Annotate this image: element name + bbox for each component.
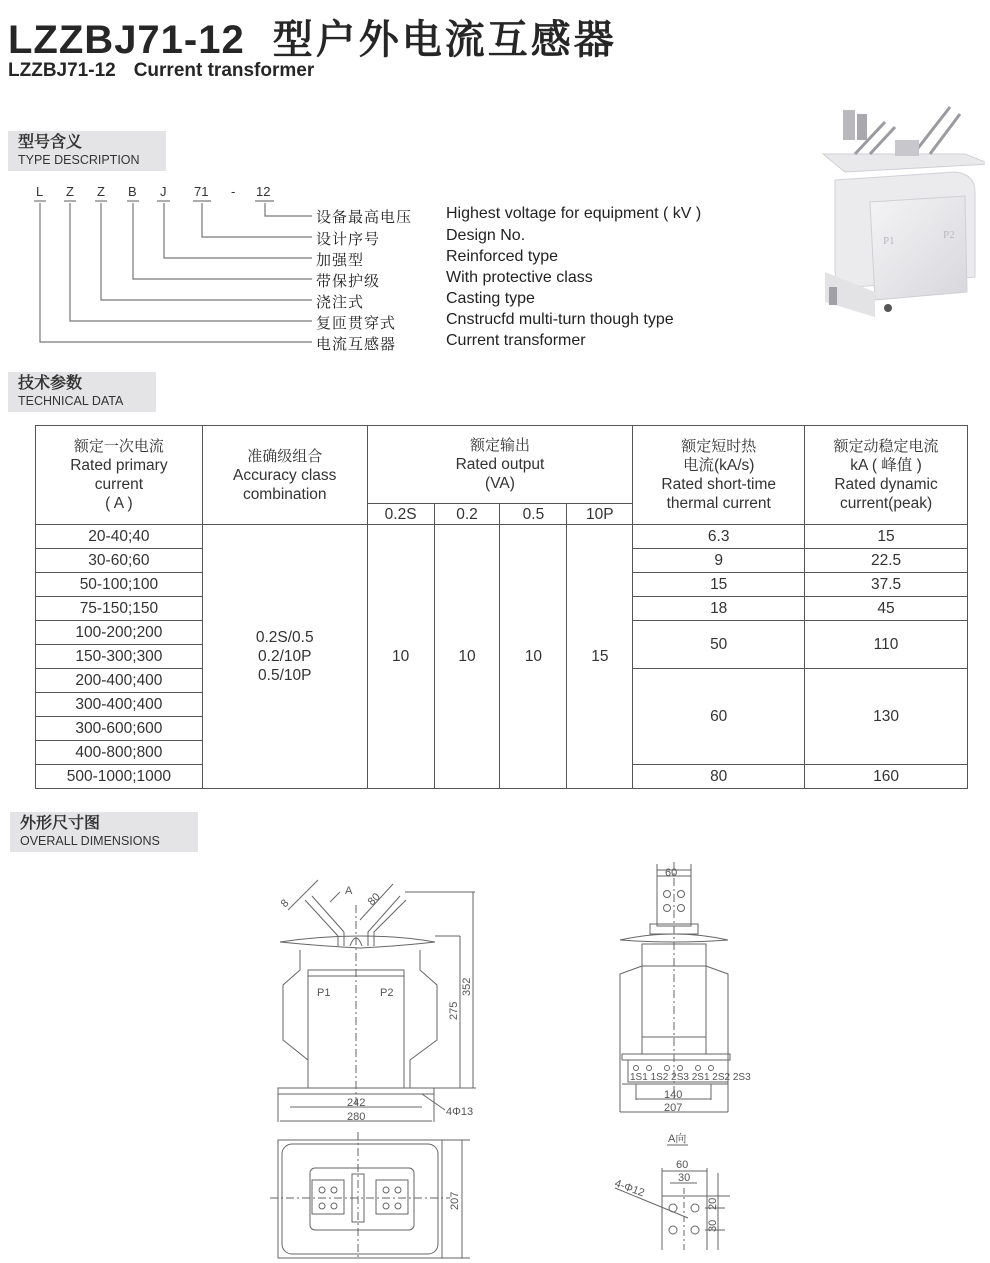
accuracy-combo: 0.5/10P: [258, 667, 312, 684]
header-unit: ( A ): [105, 495, 133, 512]
dim-280: 280: [347, 1111, 366, 1123]
accuracy-combination-cell: [202, 525, 367, 789]
dynamic-current-cell: 130: [805, 669, 968, 765]
dim-80: 80: [365, 890, 383, 909]
thermal-current-cell: 9: [633, 549, 805, 573]
header-en1: Accuracy class: [233, 466, 337, 484]
arrow-a-label: A: [345, 885, 353, 897]
side-dim-60: 60: [665, 867, 678, 879]
header-en2: current: [94, 476, 144, 493]
side-view-drawing: [600, 862, 785, 1120]
header-en1: Rated dynamic: [834, 476, 938, 493]
terminal-labels: 1S1 1S2 2S3 2S1 2S2 2S3: [630, 1072, 751, 1083]
view-a-dim-30v: 30: [707, 1219, 719, 1232]
meaning-cn-ct: 电流互感器: [316, 336, 397, 353]
dim-242: 242: [347, 1097, 366, 1109]
header-cn: 额定输出: [469, 437, 530, 454]
code-part-dash: -: [231, 184, 236, 199]
primary-current-cell: 300-400;400: [36, 693, 203, 717]
view-a-holes: 4-Φ12: [612, 1177, 647, 1200]
code-part-L: L: [36, 184, 44, 199]
dynamic-current-cell: 160: [805, 765, 968, 789]
code-part-B: B: [128, 184, 137, 199]
meaning-cn-casting: 浇注式: [316, 294, 365, 311]
thermal-current-cell: 6.3: [633, 525, 805, 549]
view-a-dim-30: 30: [678, 1172, 691, 1184]
header-cn2: kA ( 峰值 ): [850, 457, 922, 474]
photo-label-p2: P2: [943, 229, 955, 241]
primary-current-cell: 100-200;200: [36, 621, 203, 645]
code-part-Z2: Z: [97, 184, 105, 199]
meaning-en-casting: Casting type: [446, 290, 535, 307]
header-en2: combination: [242, 485, 327, 503]
output-0-2s-cell: 10: [367, 525, 434, 789]
dynamic-current-cell: 22.5: [805, 549, 968, 573]
header-unit: (VA): [485, 475, 515, 492]
meaning-en-multiturn: Cnstrucfd multi-turn though type: [446, 311, 674, 328]
header-en: Rated output: [455, 456, 545, 473]
dynamic-current-cell: 45: [805, 597, 968, 621]
header-en1: Rated short-time: [661, 476, 776, 493]
subtitle-model: LZZBJ71-12: [8, 60, 116, 81]
section-title-cn: 技术参数: [18, 375, 83, 392]
view-a-dim-60: 60: [676, 1159, 689, 1171]
view-a-drawing: [600, 1128, 730, 1260]
meaning-cn-reinforced: 加强型: [316, 252, 365, 269]
primary-current-cell: 30-60;60: [36, 549, 203, 573]
photo-label-p1: P1: [883, 235, 895, 247]
output-0-5-cell: 10: [500, 525, 567, 789]
section-overall-dimensions: [10, 812, 198, 852]
code-part-71: 71: [194, 184, 209, 199]
output-10p-cell: 15: [567, 525, 633, 789]
thermal-current-cell: 80: [633, 765, 805, 789]
header-accuracy-class: [202, 426, 367, 525]
page-title: [8, 8, 617, 65]
header-cn2: 电流(kA/s): [682, 457, 755, 474]
thermal-current-cell: 50: [633, 621, 805, 669]
section-type-description: [8, 131, 166, 171]
title-model: LZZBJ71-12: [8, 18, 245, 62]
side-dim-140: 140: [664, 1089, 683, 1101]
code-part-J: J: [160, 184, 167, 199]
meaning-en-design: Design No.: [446, 227, 526, 244]
subheader-0-2: 0.2: [434, 504, 500, 525]
header-rated-output: [367, 426, 633, 504]
dynamic-current-cell: 37.5: [805, 573, 968, 597]
meaning-cn-voltage: 设备最高电压: [316, 209, 413, 226]
dim-352: 352: [461, 977, 473, 996]
thermal-current-cell: 15: [633, 573, 805, 597]
top-view-drawing: [270, 1132, 485, 1260]
section-technical-data: [8, 372, 156, 412]
primary-current-cell: 300-600;600: [36, 717, 203, 741]
primary-current-cell: 150-300;300: [36, 645, 203, 669]
view-a-title: A向: [668, 1133, 687, 1145]
primary-current-cell: 400-800;800: [36, 741, 203, 765]
primary-current-cell: 75-150;150: [36, 597, 203, 621]
header-cn1: 额定动稳定电流: [833, 438, 939, 455]
header-dynamic-current: [805, 426, 968, 525]
meaning-cn-protective: 带保护级: [316, 273, 381, 290]
header-primary-current: [36, 426, 203, 525]
meaning-cn-design: 设计序号: [316, 231, 381, 248]
label-p1: P1: [317, 987, 331, 999]
dynamic-current-cell: 110: [805, 621, 968, 669]
meaning-cn-multiturn: 复匝贯穿式: [316, 315, 397, 332]
primary-current-cell: 50-100;100: [36, 573, 203, 597]
header-cn: 额定一次电流: [73, 438, 164, 455]
subheader-0-2s: 0.2S: [367, 504, 434, 525]
output-0-2-cell: 10: [434, 525, 500, 789]
header-en1: Rated primary: [70, 457, 168, 474]
section-title-en: OVERALL DIMENSIONS: [20, 834, 160, 848]
header-en2: thermal current: [666, 495, 771, 512]
thermal-current-cell: 18: [633, 597, 805, 621]
code-part-Z1: Z: [66, 184, 74, 199]
meaning-en-ct: Current transformer: [446, 332, 586, 349]
accuracy-combo: 0.2/10P: [258, 648, 312, 665]
section-title-en: TYPE DESCRIPTION: [18, 153, 140, 167]
subtitle-en: Current transformer: [133, 60, 315, 81]
section-title-en: TECHNICAL DATA: [18, 394, 124, 408]
subheader-0-5: 0.5: [500, 504, 567, 525]
code-part-12: 12: [256, 184, 271, 199]
dim-275: 275: [448, 1001, 460, 1020]
view-a-dim-20: 20: [707, 1197, 719, 1210]
primary-current-cell: 500-1000;1000: [36, 765, 203, 789]
thermal-current-cell: 60: [633, 669, 805, 765]
type-code-leader-lines: [0, 195, 320, 355]
page-subtitle: [8, 60, 314, 82]
header-cn1: 额定短时热: [681, 438, 757, 455]
side-dim-207: 207: [664, 1102, 683, 1114]
section-title-cn: 型号含义: [18, 134, 83, 151]
front-view-drawing: [260, 870, 495, 1130]
dynamic-current-cell: 15: [805, 525, 968, 549]
product-photo: [815, 92, 985, 322]
primary-current-cell: 200-400;400: [36, 669, 203, 693]
header-thermal-current: [633, 426, 805, 525]
accuracy-combo: 0.2S/0.5: [255, 629, 314, 646]
header-cn: 准确级组合: [247, 447, 323, 465]
label-p2: P2: [380, 987, 394, 999]
technical-data-table: [35, 425, 968, 789]
dim-holes-4phi13: 4Φ13: [446, 1106, 474, 1118]
meaning-en-reinforced: Reinforced type: [446, 248, 559, 265]
dim-8: 8: [278, 897, 292, 911]
primary-current-cell: 20-40;40: [36, 525, 203, 549]
header-en2: current(peak): [839, 495, 933, 512]
dim-207: 207: [449, 1191, 461, 1210]
subheader-10p: 10P: [567, 504, 633, 525]
meaning-en-voltage: Highest voltage for equipment ( kV ): [446, 205, 702, 222]
meaning-en-protective: With protective class: [446, 269, 593, 286]
section-title-cn: 外形尺寸图: [20, 815, 101, 832]
title-cn: 型户外电流互感器: [272, 18, 617, 62]
